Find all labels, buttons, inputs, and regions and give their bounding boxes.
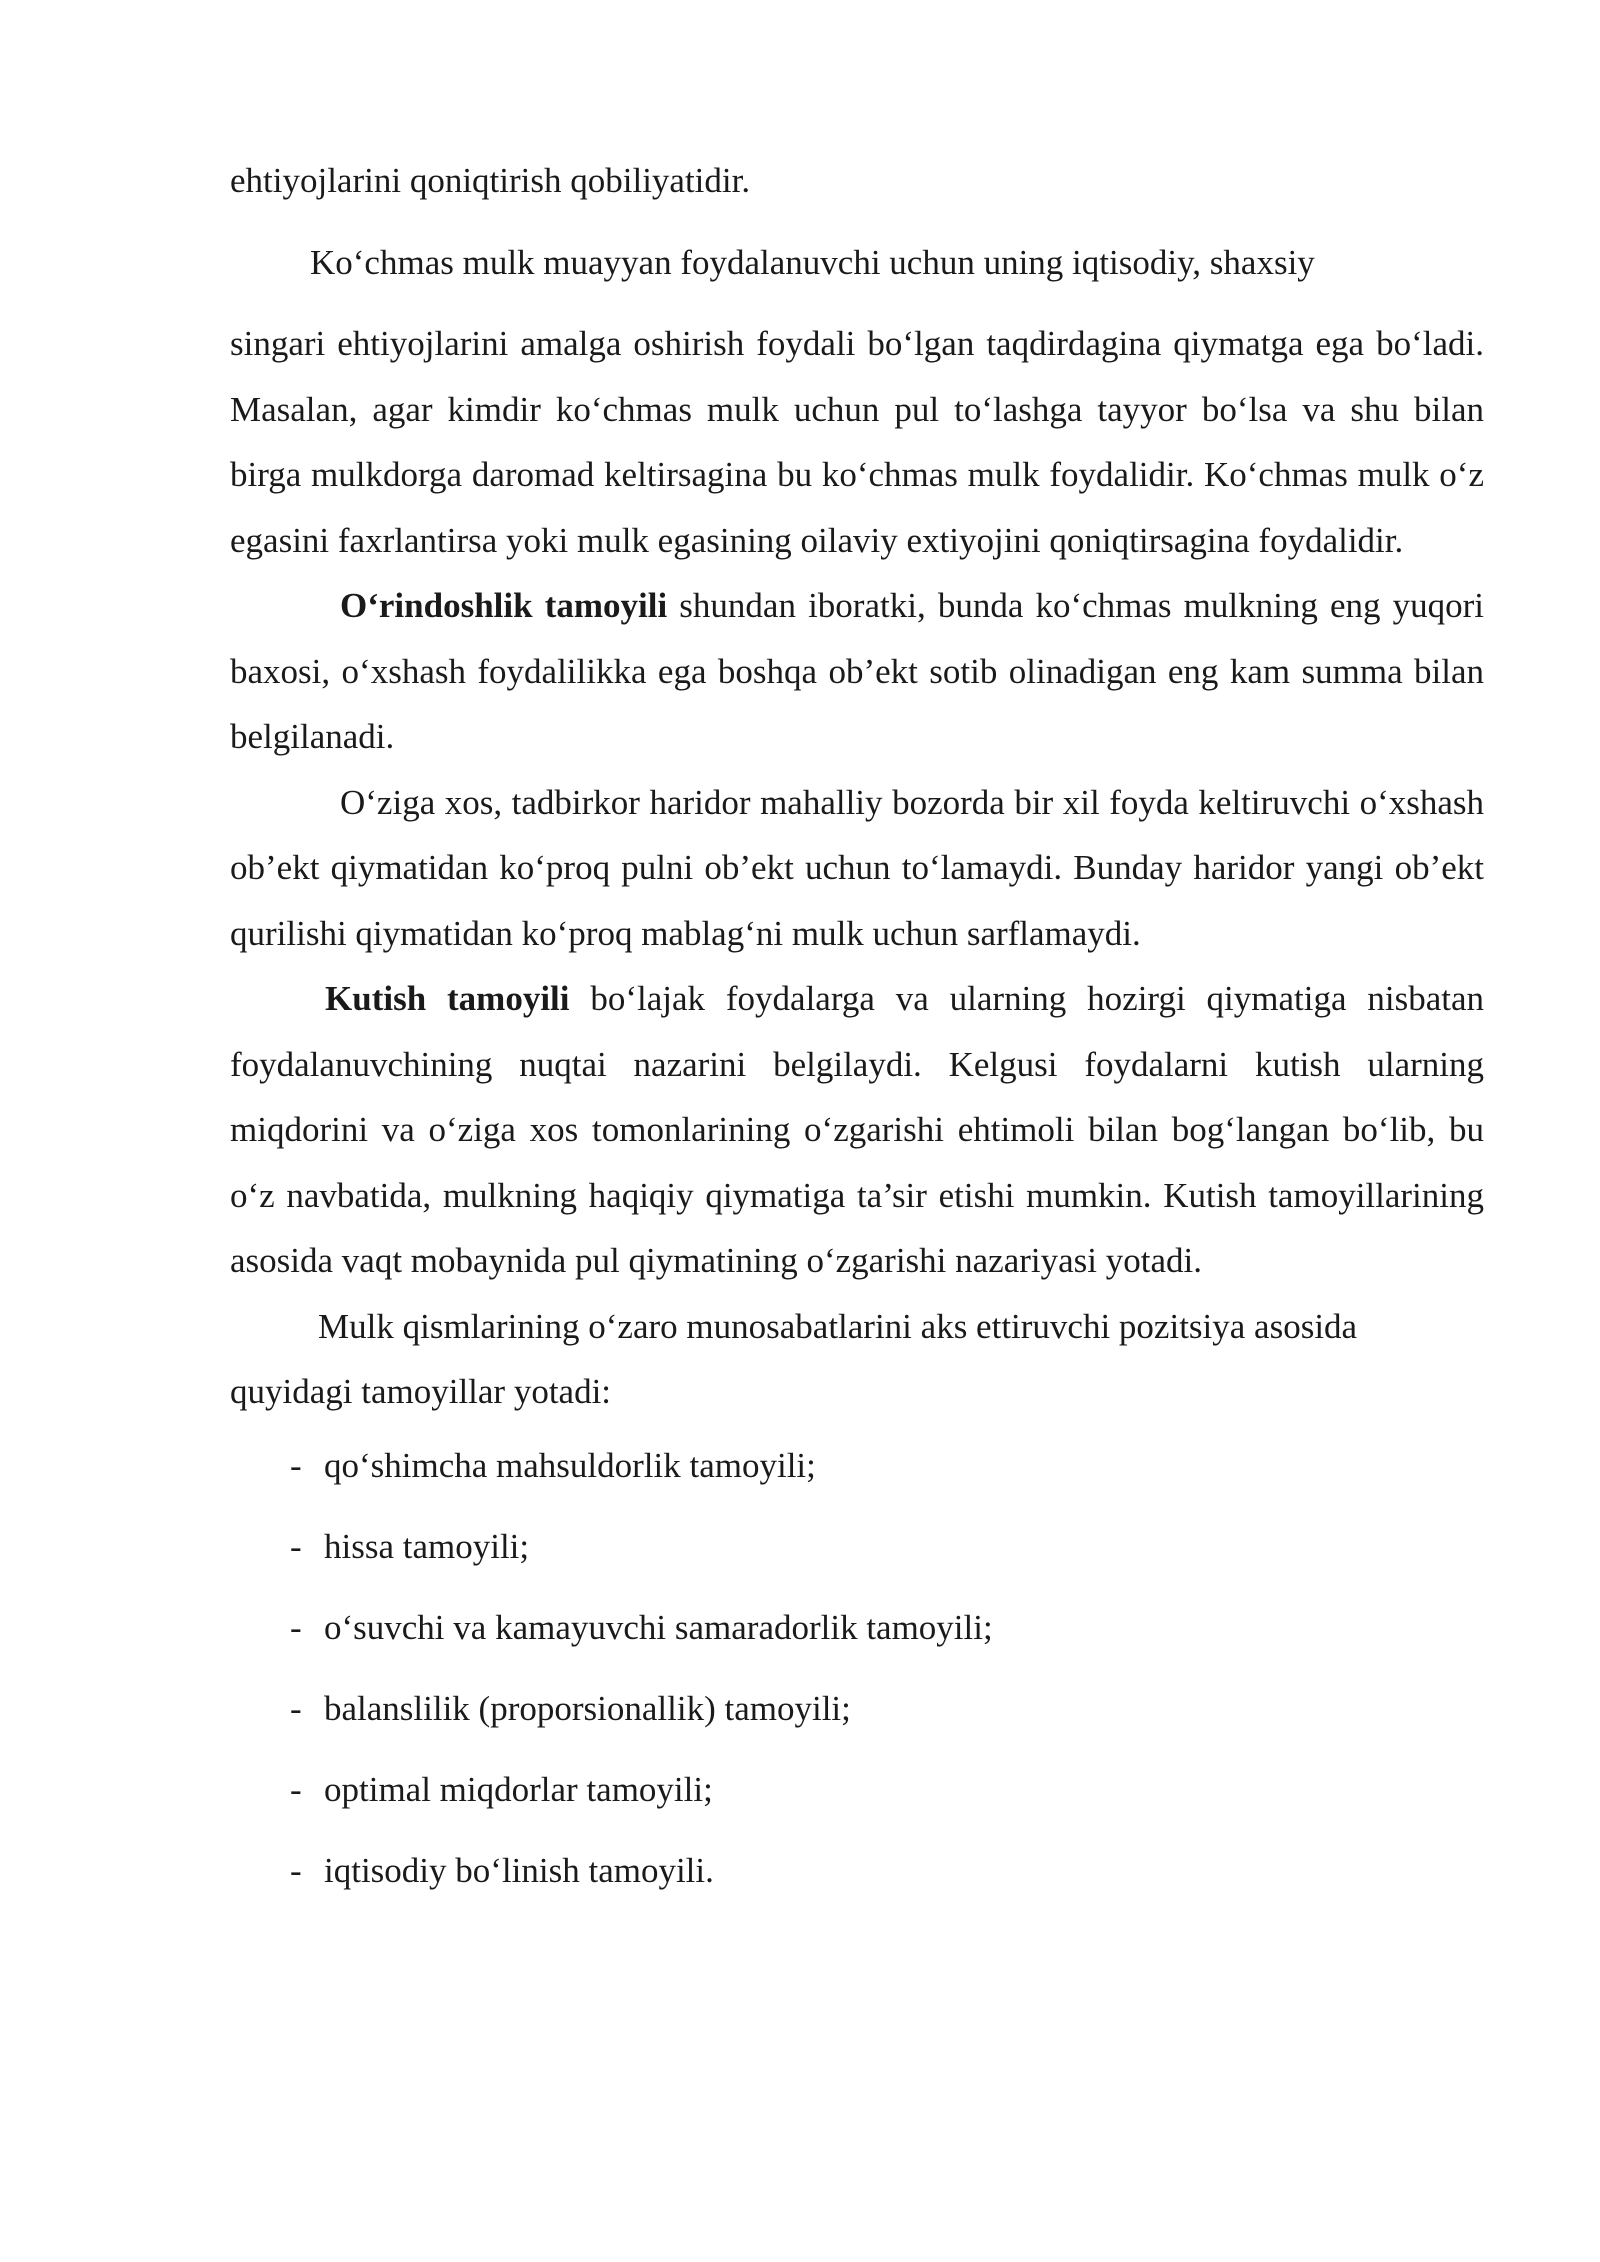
paragraph-substitution-principle [230, 573, 1484, 770]
list-dash: - [290, 1526, 302, 1566]
list-item [230, 1668, 1484, 1749]
list-dash: - [290, 1607, 302, 1647]
list-item-text: qo‘shimcha mahsuldorlik tamoyili; [324, 1445, 816, 1485]
paragraph-substitution-text: shundan iboratki, bunda ko‘chmas mulkning eng yuqori baxosi, o‘xshash foydalilikka ega boshqa ob’ekt sotib olinadigan eng kam summa bilan belgilanadi. [230, 586, 1484, 756]
paragraph-principles-intro-line1: Mulk qismlarining o‘zaro munosabatlarini aks ettiruvchi pozitsiya asosida [318, 1306, 1358, 1346]
term-substitution-principle: O‘rindoshlik tamoyili [340, 586, 668, 625]
list-dash: - [290, 1769, 302, 1809]
paragraph-anticipation-text: bo‘lajak foydalarga va ularning hozirgi qiymatiga nisbatan foydalanuvchining nuqtai nazarini belgilaydi. Kelgusi foydalarni kutish ularning miqdorini va o‘ziga xos tomonlarining o‘zgarishi ehtimoli bilan bog‘langan bo‘lib, bu o‘z navbatida, mulkning haqiqiy qiymatiga ta’sir etishi mumkin. Kutish tamoyillarining asosida vaqt mobaynida pul qiymatining o‘zgarishi nazariyasi yotadi. [230, 979, 1484, 1280]
list-dash: - [290, 1688, 302, 1728]
paragraph-continuation: ehtiyojlarini qoniqtirish qobiliyatidir. [230, 161, 751, 200]
paragraph-anticipation-principle [230, 966, 1484, 1294]
list-item-text: iqtisodiy bo‘linish tamoyili. [324, 1850, 714, 1890]
list-dash: - [290, 1445, 302, 1485]
list-item [230, 1830, 1484, 1911]
document-body [230, 148, 1484, 1911]
list-item-text: hissa tamoyili; [324, 1526, 530, 1566]
list-item-text: o‘suvchi va kamayuvchi samaradorlik tamoyili; [324, 1607, 993, 1647]
list-item-text: optimal miqdorlar tamoyili; [324, 1769, 713, 1809]
paragraph-principles-intro-line2: quyidagi tamoyillar yotadi: [230, 1372, 612, 1411]
list-item [230, 1587, 1484, 1668]
paragraph-buyer: O‘ziga xos, tadbirkor haridor mahalliy bozorda bir xil foyda keltiruvchi o‘xshash ob’ekt qiymatidan ko‘proq pulni ob’ekt uchun to‘lamaydi. Bunday haridor yangi ob’ekt qurilishi qiymatidan ko‘proq mablag‘ni mulk uchun sarflamaydi. [230, 782, 1484, 953]
paragraph-utility-first-line: Ko‘chmas mulk muayyan foydalanuvchi uchun uning iqtisodiy, shaxsiy [310, 242, 1315, 282]
list-dash: - [290, 1850, 302, 1890]
list-item [230, 1425, 1484, 1506]
list-item-text: balanslilik (proporsionallik) tamoyili; [324, 1688, 851, 1728]
principles-list [230, 1425, 1484, 1911]
term-anticipation-principle: Kutish tamoyili [325, 979, 570, 1018]
paragraph-utility: singari ehtiyojlarini amalga oshirish foydali bo‘lgan taqdirdagina qiymatga ega bo‘ladi. Masalan, agar kimdir ko‘chmas mulk uchun pul to‘lashga tayyor bo‘lsa va shu bilan birga mulkdorga daromad keltirsagina bu ko‘chmas mulk foydalidir. Ko‘chmas mulk o‘z egasini faxrlantirsa yoki mulk egasining oilaviy extiyojini qoniqtirsagina foydalidir. [230, 324, 1484, 560]
list-item [230, 1749, 1484, 1830]
list-item [230, 1506, 1484, 1587]
